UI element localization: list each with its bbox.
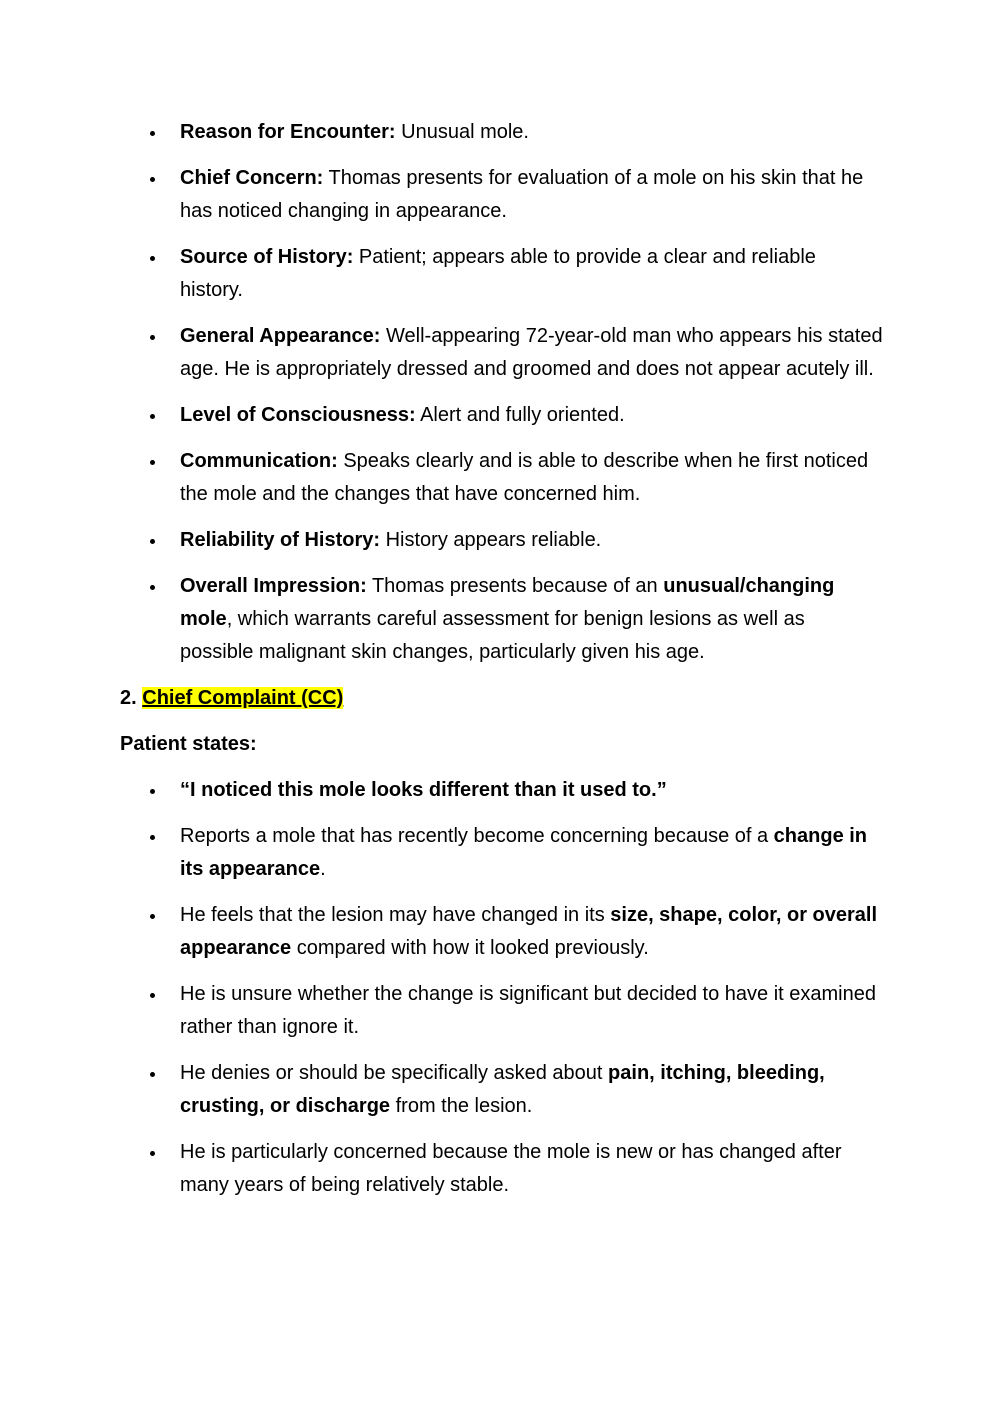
- item-text: Thomas presents for evaluation of a mole on his skin that he has noticed changing in appearance.: [180, 167, 864, 222]
- list-item-unsure: [120, 978, 883, 1044]
- item-text: History appears reliable.: [380, 529, 602, 551]
- item-text: Alert and fully oriented.: [415, 404, 625, 426]
- item-text: He feels that the lesion may have changed in its: [180, 904, 611, 926]
- item-label: Source of History:: [180, 246, 354, 268]
- item-label: Chief Concern:: [180, 167, 324, 189]
- item-label: Reason for Encounter:: [180, 121, 396, 143]
- list-item-appearance-change: [120, 820, 883, 886]
- list-item-reason-for-encounter: [120, 116, 883, 149]
- item-text: Unusual mole.: [395, 121, 529, 143]
- encounter-list: [120, 116, 883, 669]
- list-item-reliability-of-history: [120, 524, 883, 557]
- item-emphasis: change in its appearance: [180, 825, 868, 880]
- item-emphasis: pain, itching, bleeding, crusting, or discharge: [180, 1062, 825, 1117]
- item-text: Thomas presents because of an: [366, 575, 664, 597]
- list-item-symptoms: [120, 1057, 883, 1123]
- section-heading-chief-complaint: [120, 682, 883, 715]
- section-title-highlighted: Chief Complaint (CC): [142, 687, 344, 709]
- item-label: Level of Consciousness:: [180, 404, 416, 426]
- item-text: Well-appearing 72-year-old man who appears his stated age. He is appropriately dressed and groomed and does not appear acutely ill.: [180, 325, 883, 380]
- item-label: Reliability of History:: [180, 529, 381, 551]
- list-item-level-of-consciousness: [120, 399, 883, 432]
- item-text: Reports a mole that has recently become concerning because of a: [180, 825, 774, 847]
- list-item-lesion-change: [120, 899, 883, 965]
- item-emphasis: size, shape, color, or overall appearance: [180, 904, 878, 959]
- item-label: Communication:: [180, 450, 338, 472]
- item-text: He is particularly concerned because the mole is new or has changed after many years of being relatively stable.: [180, 1141, 842, 1196]
- item-text: , which warrants careful assessment for benign lesions as well as possible malignant skin changes, particularly given his age.: [180, 608, 805, 663]
- section-number: 2.: [120, 687, 143, 709]
- list-item-overall-impression: [120, 570, 883, 669]
- item-text: from the lesion.: [390, 1095, 533, 1117]
- item-text: He is unsure whether the change is significant but decided to have it examined rather than ignore it.: [180, 983, 876, 1038]
- list-item-general-appearance: [120, 320, 883, 386]
- item-text: compared with how it looked previously.: [291, 937, 649, 959]
- list-item-concern: [120, 1136, 883, 1202]
- item-text: .: [320, 858, 326, 880]
- item-text: Speaks clearly and is able to describe when he first noticed the mole and the changes that have concerned him.: [180, 450, 869, 505]
- list-item-communication: [120, 445, 883, 511]
- list-item-source-of-history: [120, 241, 883, 307]
- item-text: Patient; appears able to provide a clear and reliable history.: [180, 246, 816, 301]
- patient-states-heading: Patient states:: [120, 733, 257, 755]
- patient-quote: “I noticed this mole looks different than it used to.”: [180, 779, 667, 801]
- item-label: General Appearance:: [180, 325, 381, 347]
- complaint-list: [120, 774, 883, 1202]
- item-label: Overall Impression:: [180, 575, 367, 597]
- item-text: He denies or should be specifically asked about: [180, 1062, 609, 1084]
- list-item-chief-concern: [120, 162, 883, 228]
- item-emphasis: unusual/changing mole: [180, 575, 835, 630]
- list-item-quote: [120, 774, 883, 807]
